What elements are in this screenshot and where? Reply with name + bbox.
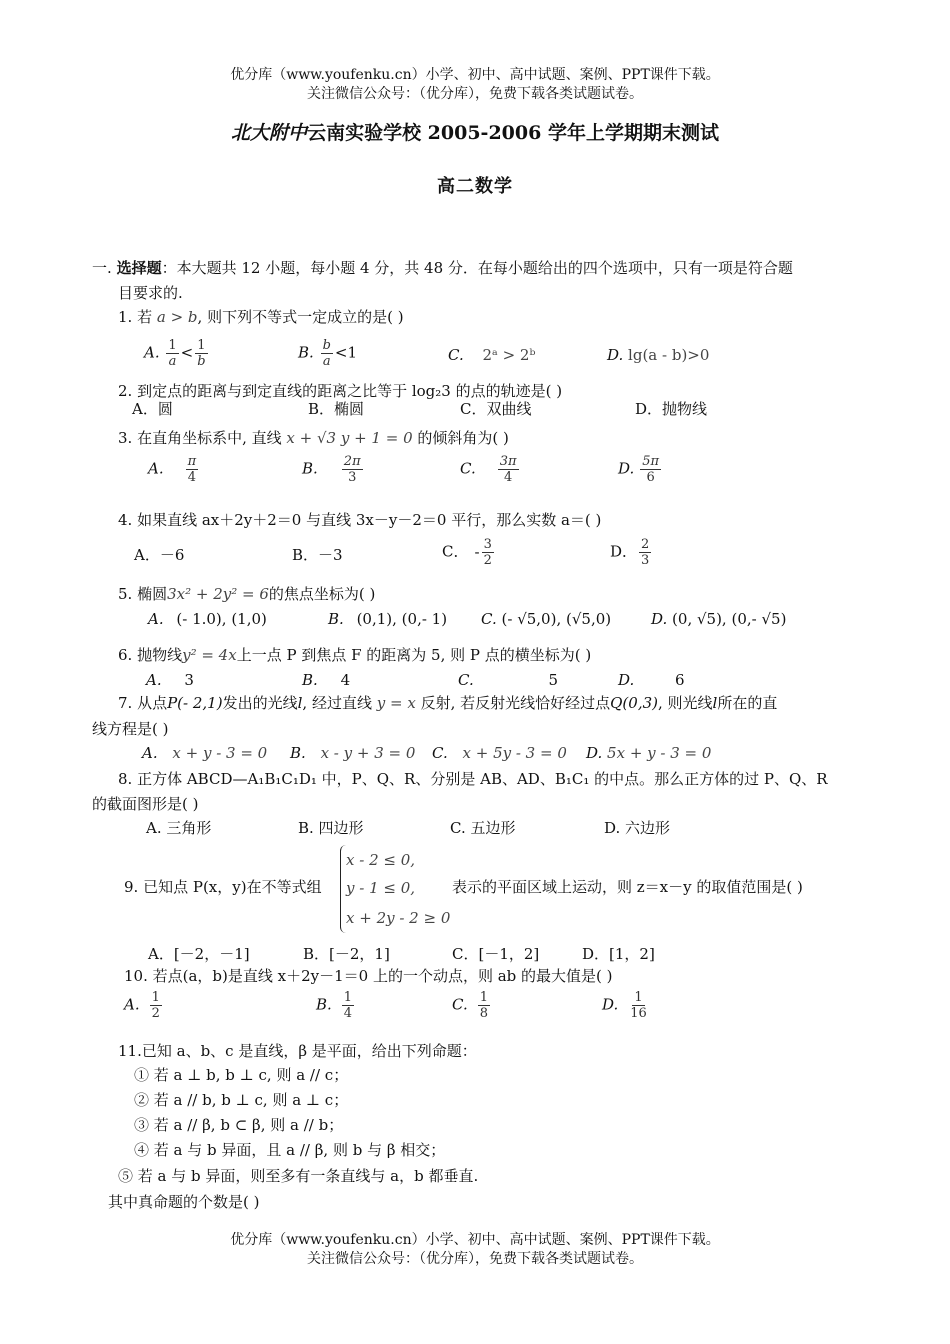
q4-stem: 4. 如果直线 ax＋2y＋2＝0 与直线 3x－y－2＝0 平行，那么实数 a＝( ) (118, 511, 602, 529)
q3-stem: 3. 在直角坐标系中, 直线 x + √3 y + 1 = 0 的倾斜角为( ) (118, 429, 509, 447)
footer-line-2: 关注微信公众号：（优分库），免费下载各类试题试卷。 (307, 1251, 643, 1267)
q8-option-b: B. 四边形 (298, 819, 364, 837)
q3-option-d: D. $\frac{5\pi}{6}$ (618, 454, 660, 485)
q11-prop-2: ② 若 a // b, b ⊥ c, 则 a ⊥ c； (134, 1091, 349, 1109)
exam-title: 北大附中云南实验学校 2005-2006 学年上学期期末测试 (231, 122, 719, 144)
q5-option-a: A. (- 1.0), (1,0) (148, 610, 267, 628)
q11-prop-3: ③ 若 a // β, b ⊂ β, 则 a // b； (134, 1116, 344, 1134)
q9-option-c: C．[－1，2] (452, 945, 540, 963)
q9-option-a: A．[－2，－1] (148, 945, 250, 963)
subject-title: 高二数学 (437, 176, 513, 197)
q1-option-a: A. $\frac{1}{a}$ < $\frac{1}{b}$ (144, 338, 206, 369)
q10-option-a: A. $\frac{1}{2}$ (124, 990, 160, 1021)
q10-option-b: B. $\frac{1}{4}$ (316, 990, 353, 1021)
q6-option-d: D. 6 (618, 671, 685, 689)
q8-stem-2: 的截面图形是( ) (92, 795, 199, 813)
q9-option-b: B．[－2，1] (303, 945, 390, 963)
q4-option-a: A．－6 (134, 546, 185, 564)
section-heading: 一. 选择题：本大题共 12 小题，每小题 4 分，共 48 分．在每小题给出的四个选项中，只有一项是符合题 (92, 259, 793, 277)
q4-option-b: B．－3 (292, 546, 343, 564)
q11-stem: 11.已知 a、b、c 是直线，β 是平面，给出下列命题： (118, 1042, 477, 1060)
q10-stem: 10. 若点(a，b)是直线 x＋2y－1＝0 上的一个动点，则 ab 的最大值是( ) (124, 967, 613, 985)
q6-option-a: A. 3 (146, 671, 194, 689)
q2-option-b: B．椭圆 (308, 400, 365, 418)
q3-option-b: B. $\frac{2\pi}{3}$ (302, 454, 361, 485)
q10-option-d: D. $\frac{1}{16}$ (602, 990, 647, 1021)
q2-stem: 2. 到定点的距离与到定直线的距离之比等于 log₂3 的点的轨迹是( ) (118, 382, 563, 400)
q10-option-c: C. $\frac{1}{8}$ (452, 990, 488, 1021)
q5-option-d: D. (0, √5), (0,- √5) (651, 610, 787, 628)
q5-option-b: B. (0,1), (0,- 1) (328, 610, 448, 628)
q1-option-c: C. 2ᵃ > 2ᵇ (448, 346, 536, 364)
q9-ineq-2: y - 1 ≤ 0, (346, 879, 416, 897)
q1-stem: 1. 若 a > b, 则下列不等式一定成立的是( ) (118, 308, 404, 326)
q5-option-c: C. (- √5,0), (√5,0) (481, 610, 612, 628)
q5-stem: 5. 椭圆3x² + 2y² = 6的焦点坐标为( ) (118, 585, 376, 603)
q9-option-d: D．[1，2] (582, 945, 655, 963)
q3-option-c: C. $\frac{3\pi}{4}$ (460, 454, 517, 485)
q7-stem: 7. 从点P(- 2,1)发出的光线l, 经过直线 y = x 反射, 若反射光线恰好经过点Q(0,3), 则光线l所在的直 (118, 694, 778, 712)
q6-stem: 6. 抛物线y² = 4x上一点 P 到焦点 F 的距离为 5, 则 P 点的横坐标为( ) (118, 646, 592, 664)
q8-option-a: A. 三角形 (146, 819, 212, 837)
q1-option-d: D. lg(a - b)>0 (607, 346, 710, 364)
q9-stem-b: 表示的平面区域上运动，则 z＝x－y 的取值范围是( ) (452, 878, 803, 896)
q7-option-c: C. x + 5y - 3 = 0 (432, 744, 567, 762)
q6-option-c: C. 5 (458, 671, 559, 689)
q2-option-a: A．圆 (132, 400, 173, 418)
school-logo-text: 北大附中 (231, 122, 308, 144)
q1-option-b: B. $\frac{b}{a}$ <1 (298, 338, 358, 369)
q4-option-c: C． - $\frac{3}{2}$ (442, 537, 492, 568)
q7-option-a: A. x + y - 3 = 0 (142, 744, 268, 762)
q8-stem: 8. 正方体 ABCD—A₁B₁C₁D₁ 中，P、Q、R、分别是 AB、AD、B₁C₁ 的中点。那么正方体的过 P、Q、R (118, 770, 828, 788)
q2-option-d: D．抛物线 (635, 400, 708, 418)
footer-line-1: 优分库（www.youfenku.cn）小学、初中、高中试题、案例、PPT课件下载。 (230, 1232, 720, 1248)
q9-ineq-1: x - 2 ≤ 0, (346, 851, 416, 869)
header-line-2: 关注微信公众号：（优分库），免费下载各类试题试卷。 (307, 86, 643, 102)
q6-option-b: B. 4 (302, 671, 351, 689)
q3-option-a: A. $\frac{\pi}{4}$ (148, 454, 197, 485)
q7-option-d: D. 5x + y - 3 = 0 (586, 744, 712, 762)
q7-stem-2: 线方程是( ) (92, 720, 169, 738)
header-line-1: 优分库（www.youfenku.cn）小学、初中、高中试题、案例、PPT课件下载。 (230, 67, 720, 83)
q11-prop-1: ① 若 a ⊥ b, b ⊥ c, 则 a // c； (134, 1066, 349, 1084)
q9-ineq-3: x + 2y - 2 ≥ 0 (346, 909, 451, 927)
section-desc-2: 目要求的. (118, 284, 183, 302)
q11-prop-4: ④ 若 a 与 b 异面，且 a // β, 则 b 与 β 相交； (134, 1141, 446, 1159)
q11-question: 其中真命题的个数是( ) (108, 1193, 260, 1211)
q2-option-c: C．双曲线 (460, 400, 532, 418)
q7-option-b: B. x - y + 3 = 0 (290, 744, 416, 762)
q9-stem-a: 9. 已知点 P(x，y)在不等式组 (124, 878, 322, 896)
q8-option-d: D. 六边形 (604, 819, 671, 837)
q11-prop-5: ⑤ 若 a 与 b 异面，则至多有一条直线与 a，b 都垂直. (118, 1167, 479, 1185)
q8-option-c: C. 五边形 (450, 819, 516, 837)
q4-option-d: D． $\frac{2}{3}$ (610, 537, 650, 568)
